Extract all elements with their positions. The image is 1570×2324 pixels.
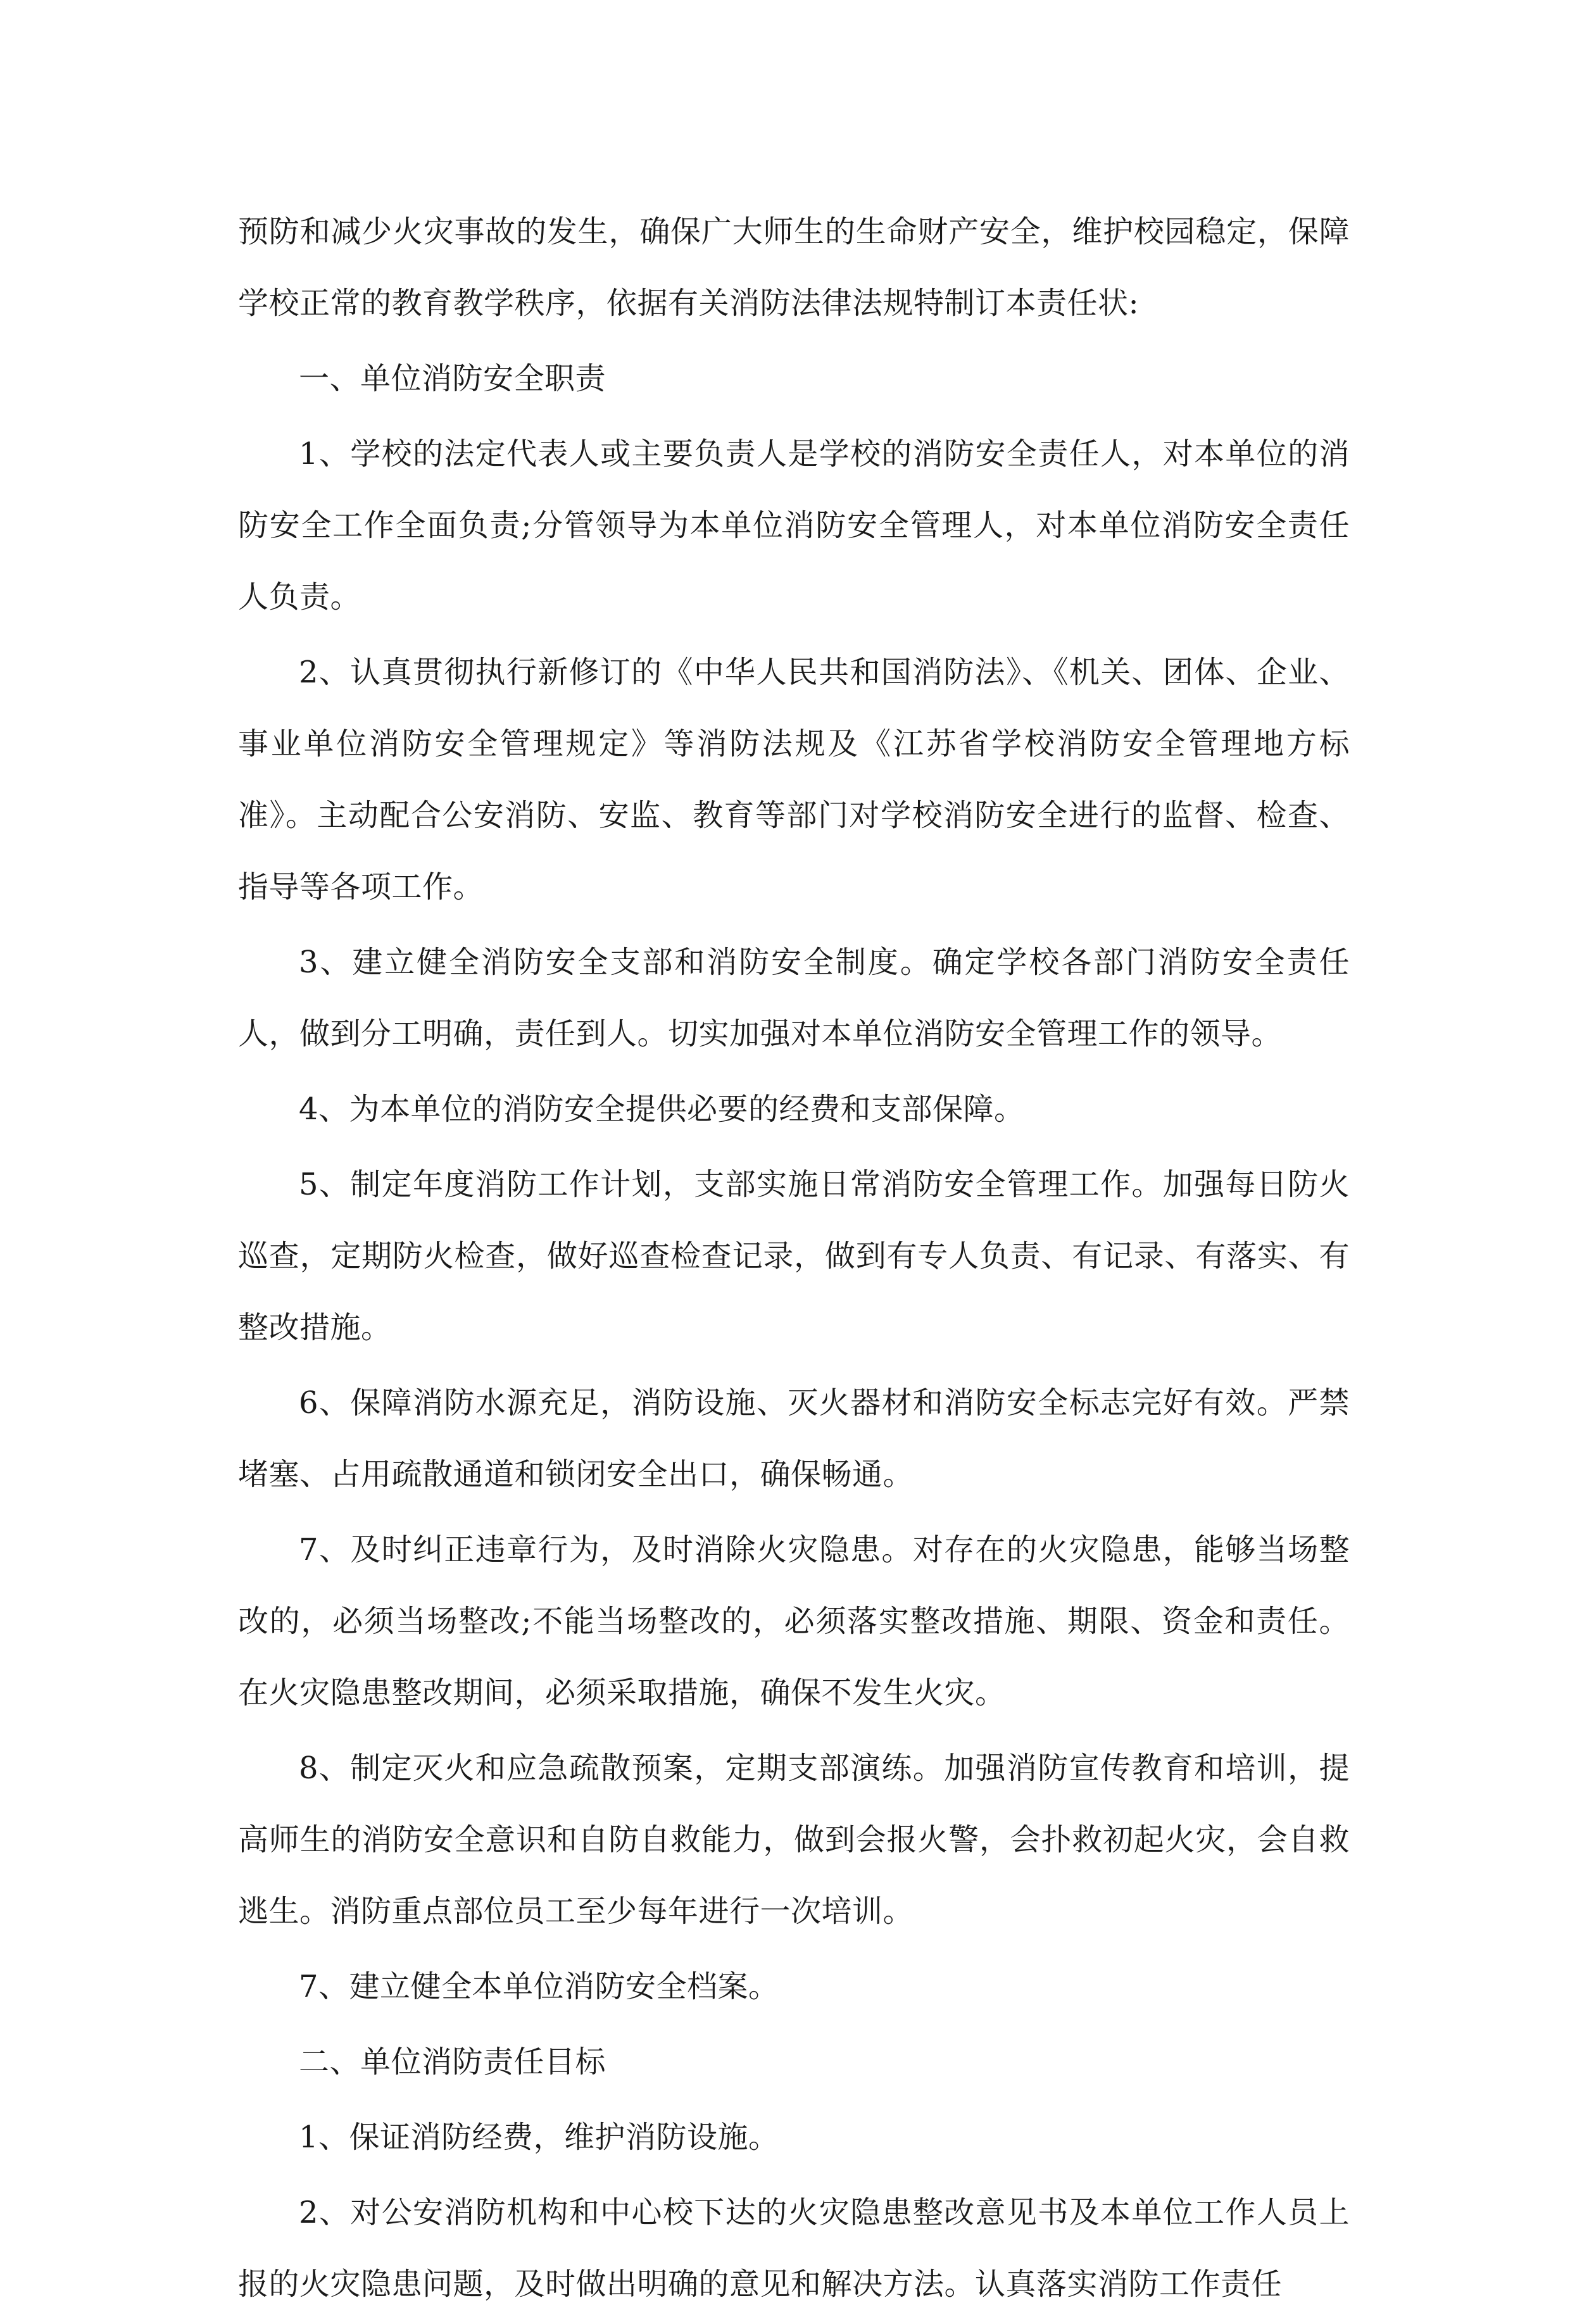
- paragraph-intro: 预防和减少火灾事故的发生，确保广大师生的生命财产安全，维护校园稳定，保障学校正常的教育教学秩序，依据有关消防法律法规特制订本责任状:: [238, 214, 1350, 321]
- paragraph-item-1: 1、学校的法定代表人或主要负责人是学校的消防安全责任人，对本单位的消防安全工作全面负责;分管领导为本单位消防安全管理人，对本单位消防安全责任人负责。: [238, 436, 1350, 615]
- paragraph-item-8: 8、制定灭火和应急疏散预案，定期支部演练。加强消防宣传教育和培训，提高师生的消防安全意识和自防自救能力，做到会报火警，会扑救初起火灾，会自救逃生。消防重点部位员工至少每年进行一次培训。: [238, 1750, 1350, 1929]
- paragraph-item-6: 6、保障消防水源充足，消防设施、灭火器材和消防安全标志完好有效。严禁堵塞、占用疏散通道和锁闭安全出口，确保畅通。: [238, 1385, 1350, 1492]
- document-body: [238, 196, 1350, 2324]
- paragraph-goal-1: 1、保证消防经费，维护消防设施。: [299, 2120, 779, 2155]
- paragraph-goal-2: 2、对公安消防机构和中心校下达的火灾隐患整改意见书及本单位工作人员上报的火灾隐患问题，及时做出明确的意见和解决方法。认真落实消防工作责任: [238, 2195, 1350, 2302]
- paragraph-item-4: 4、为本单位的消防安全提供必要的经费和支部保障。: [299, 1091, 1025, 1127]
- section-heading-2: 二、单位消防责任目标: [299, 2044, 606, 2080]
- paragraph-item-9: 7、建立健全本单位消防安全档案。: [299, 1969, 779, 2004]
- paragraph-item-3: 3、建立健全消防安全支部和消防安全制度。确定学校各部门消防安全责任人，做到分工明确，责任到人。切实加强对本单位消防安全管理工作的领导。: [238, 945, 1350, 1052]
- paragraph-item-7: 7、及时纠正违章行为，及时消除火灾隐患。对存在的火灾隐患，能够当场整改的，必须当场整改;不能当场整改的，必须落实整改措施、期限、资金和责任。在火灾隐患整改期间，必须采取措施，确保不发生火灾。: [238, 1532, 1350, 1711]
- paragraph-item-5: 5、制定年度消防工作计划，支部实施日常消防安全管理工作。加强每日防火巡查，定期防火检查，做好巡查检查记录，做到有专人负责、有记录、有落实、有整改措施。: [238, 1167, 1350, 1345]
- section-heading-1: 一、单位消防安全职责: [299, 361, 606, 396]
- paragraph-item-2: 2、认真贯彻执行新修订的《中华人民共和国消防法》、《机关、团体、企业、事业单位消防安全管理规定》等消防法规及《江苏省学校消防安全管理地方标准》。主动配合公安消防、安监、教育等部门对学校消防安全进行的监督、检查、指导等各项工作。: [238, 655, 1350, 905]
